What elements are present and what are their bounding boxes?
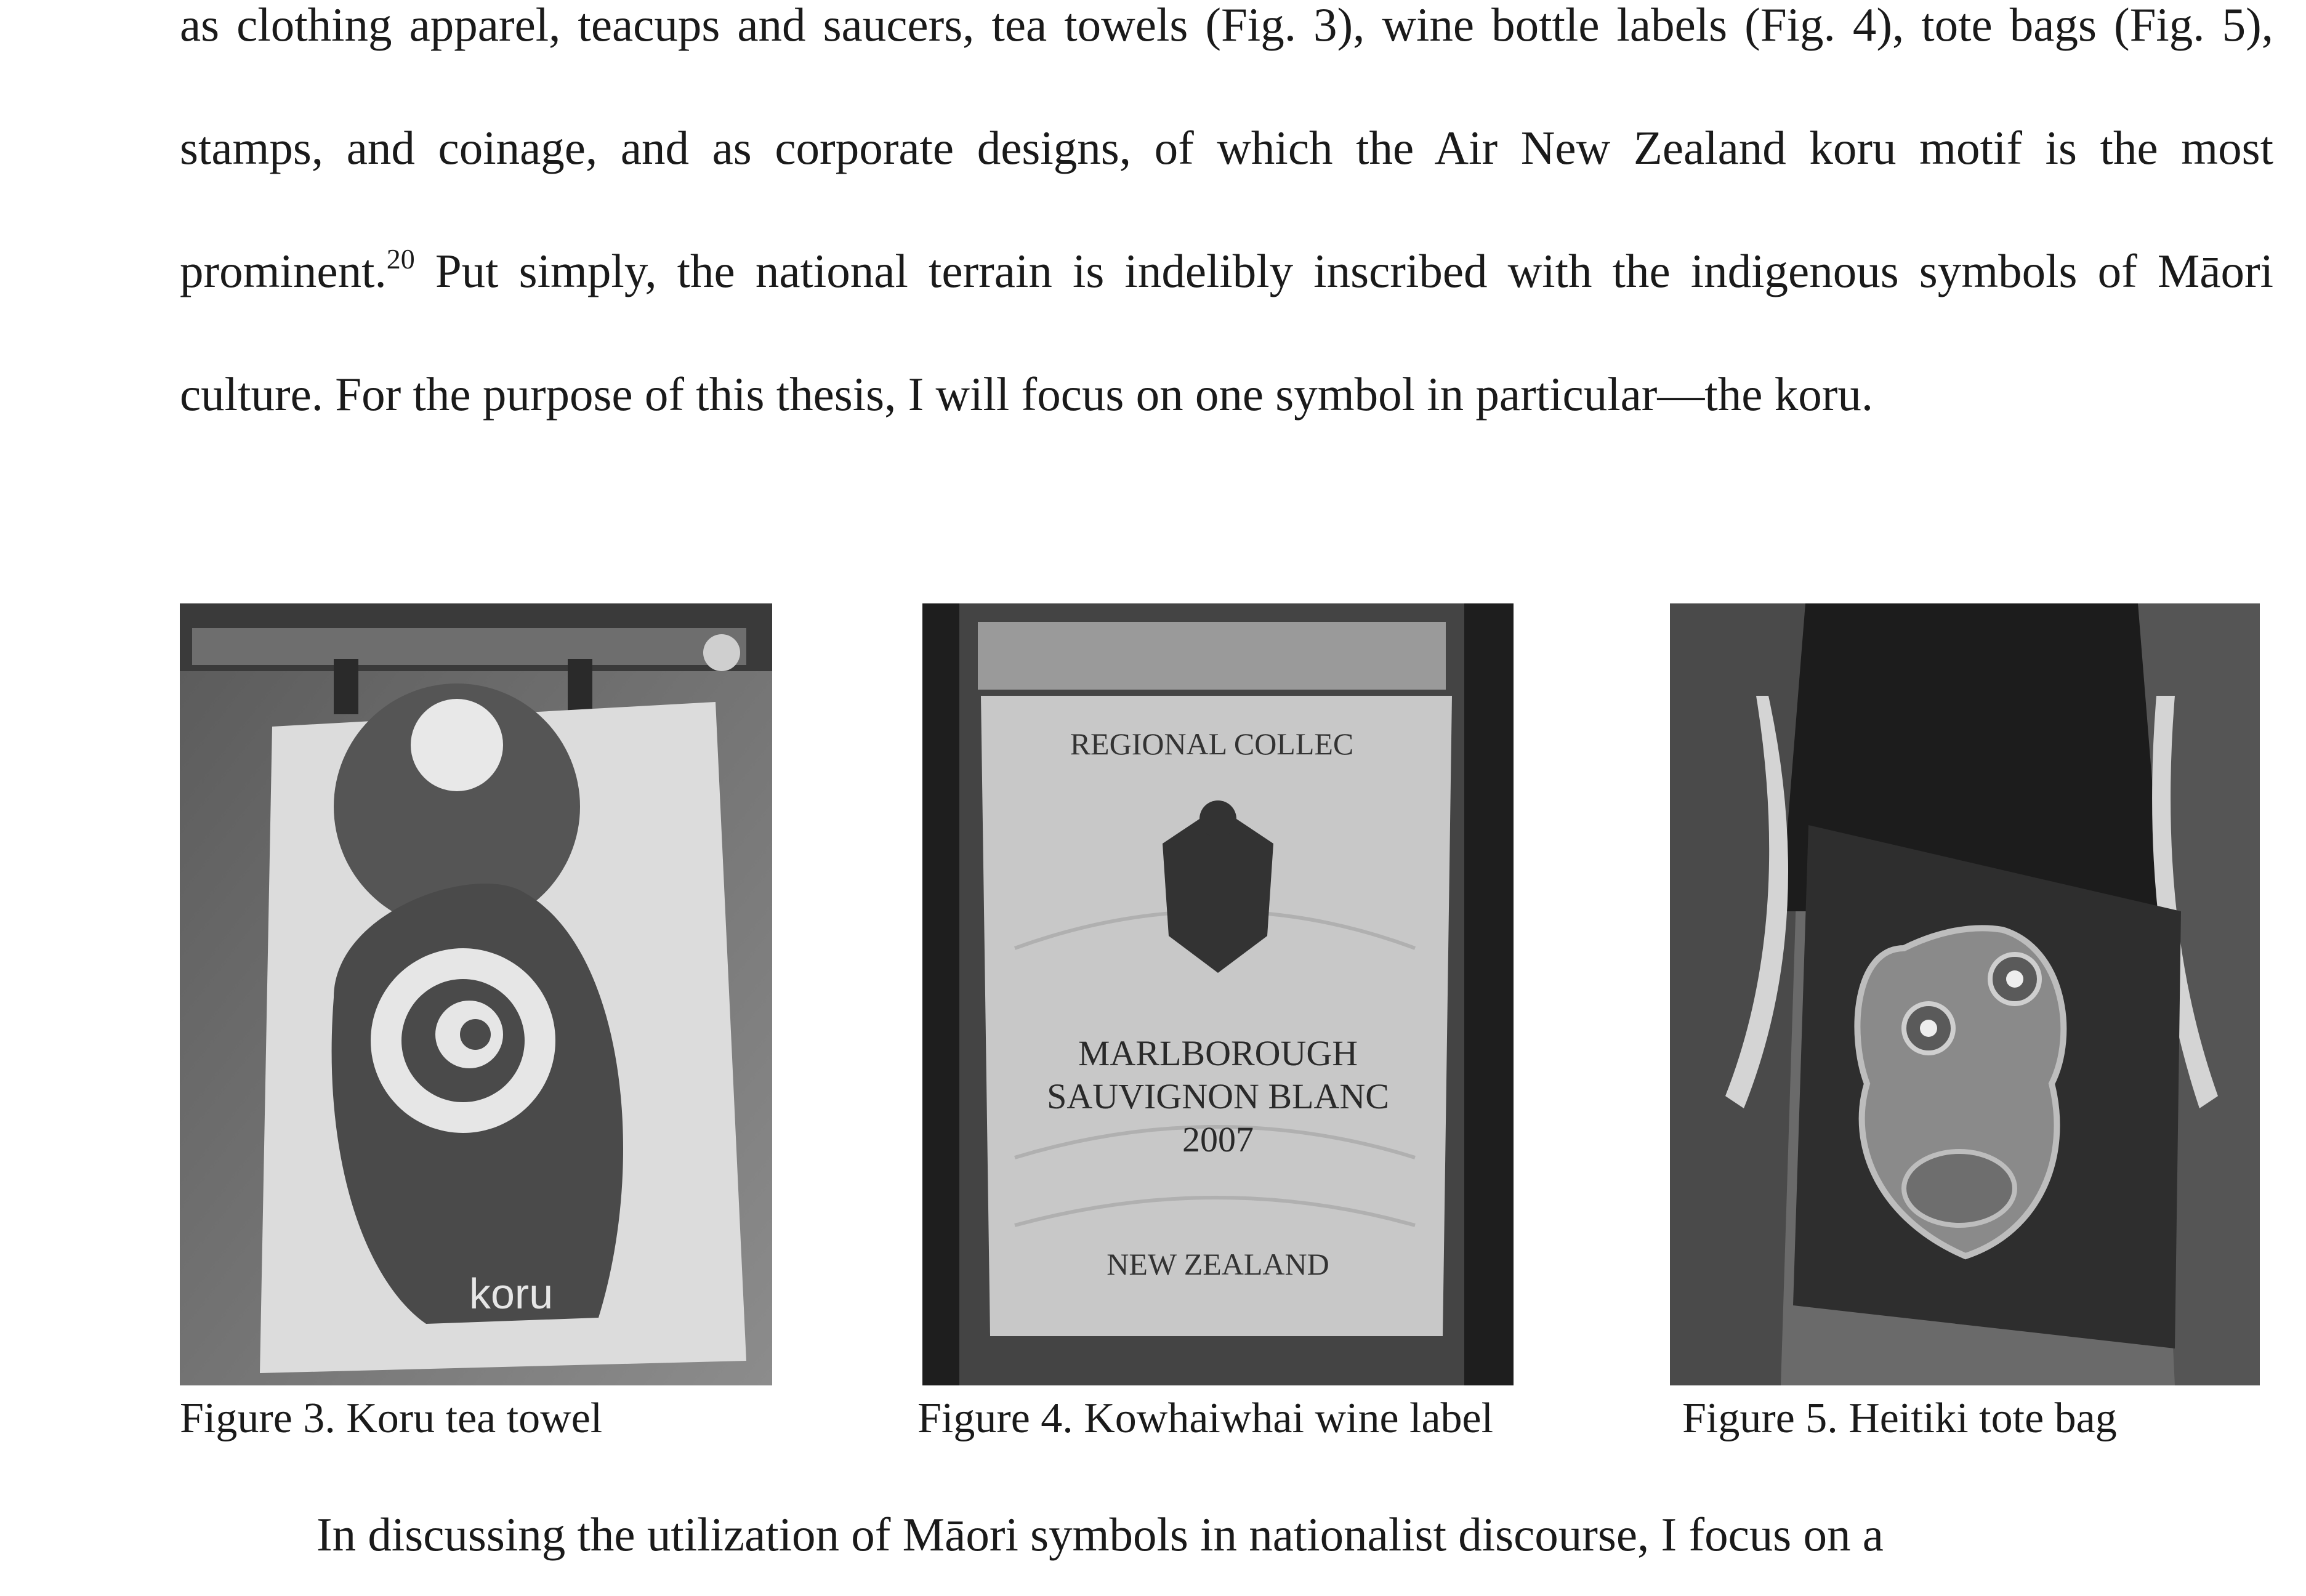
- figure-caption: Figure 4. Kowhaiwhai wine label: [917, 1395, 1494, 1442]
- koru-logo-text: koru: [469, 1270, 554, 1318]
- wine-label-text: NEW ZEALAND: [1107, 1247, 1329, 1281]
- wine-label-text: SAUVIGNON BLANC: [1047, 1076, 1389, 1116]
- paragraph-text: In discussing the utilization of Māori symbols in nationalist discourse, I focus on a: [316, 1508, 1884, 1561]
- figure-kowhaiwhai-wine-label: [917, 603, 1514, 1449]
- koru-tea-towel-photo: [180, 603, 772, 1385]
- body-paragraph: [180, 1473, 2273, 1596]
- wine-label-text: REGIONAL COLLEC: [1070, 727, 1354, 761]
- wine-label-photo: [922, 603, 1514, 1385]
- figure-caption: Figure 5. Heitiki tote bag: [1682, 1395, 2117, 1442]
- wine-label-text: 2007: [1182, 1119, 1254, 1159]
- figure-koru-tea-towel: [180, 603, 772, 1449]
- figure-caption: Figure 3. Koru tea towel: [180, 1395, 603, 1442]
- tote-bag-photo: [1670, 603, 2260, 1385]
- paragraph-text: as clothing apparel, teacups and saucers, tea towels (Fig. 3), wine bottle labels (Fig. 4), tote bags (Fig. 5), stamps, and coinage, and as corporate designs, of which the Air New Zealand koru motif is the most prominent.: [180, 0, 2273, 297]
- footnote-marker[interactable]: 20: [386, 243, 415, 275]
- body-paragraph: [180, 0, 2273, 456]
- paragraph-text: Put simply, the national terrain is indelibly inscribed with the indigenous symbols of Māori culture. For the purpose of this thesis, I will focus on one symbol in particular—the koru.: [180, 244, 2274, 421]
- wine-label-text: MARLBOROUGH: [1078, 1033, 1358, 1073]
- figure-heitiki-tote-bag: [1670, 603, 2260, 1449]
